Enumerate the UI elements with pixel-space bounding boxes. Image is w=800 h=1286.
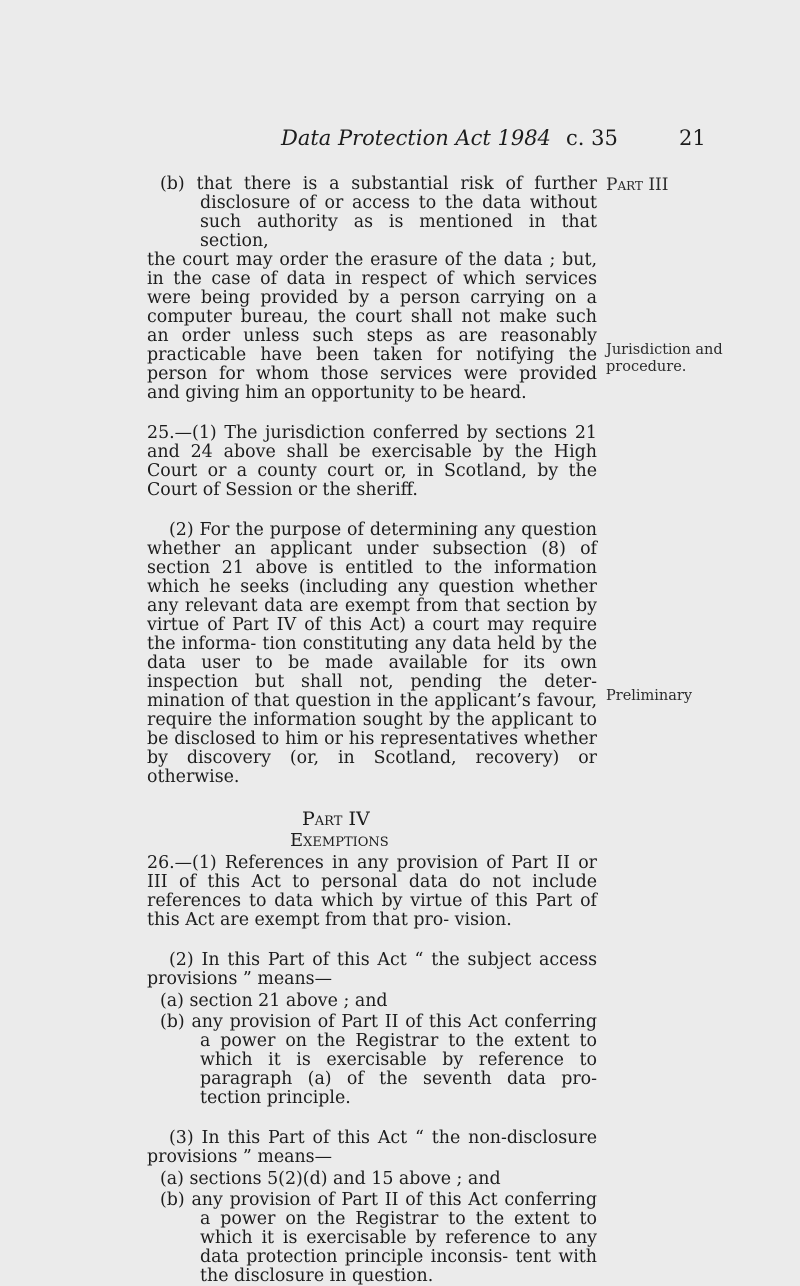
section-26-3-a: (a) sections 5(2)(d) and 15 above ; and: [160, 1169, 501, 1189]
margin-note-preliminary: Preliminary: [606, 688, 693, 704]
section-26-3-list: [147, 1170, 597, 1286]
section-25-1: 25.—(1) The jurisdiction conferred by sections 21 and 24 above shall be exercisable by the High Court or a county court or, in Scotland, by the Court of Session or the sheriff.: [147, 423, 597, 500]
section-26-2-intro: (2) In this Part of this Act “ the subject access provisions ” means—: [147, 950, 597, 989]
page-number: 21: [679, 126, 706, 150]
section-26-2-b: (b) any provision of Part II of this Act conferring a power on the Registrar to the extent to which it is exercisable by reference to paragraph (a) of the seventh data pro- tection principle.: [160, 1012, 597, 1108]
section-26-1: 26.—(1) References in any provision of Part II or III of this Act to personal data do not include references to data which by virtue of this Part of this Act are exempt from that pro- vision.: [147, 853, 597, 930]
document-body: [147, 175, 597, 1286]
section-26-3-b: (b) any provision of Part II of this Act conferring a power on the Registrar to the extent to which it is exercisable by reference to any data protection principle inconsis- tent with the disclosure in question.: [160, 1190, 597, 1286]
chapter-number: c. 35: [566, 126, 618, 150]
running-header: [0, 126, 800, 156]
part-heading: Part IV: [302, 808, 370, 830]
margin-note-part: Part III: [606, 175, 669, 195]
section-25-2: (2) For the purpose of determining any question whether an applicant under subsection (8) of section 21 above is entitled to the information which he seeks (including any question whether any relevant data are exempt from that section by virtue of Part IV of this Act) a court may require the informa- tion constituting any data held by the data user to be made available for its own inspection but shall not, pending the deter- mination of that question in the applicant’s favour, require the information sought by the applicant to be disclosed to him or his representatives whether by discovery (or, in Scotland, recovery) or otherwise.: [147, 520, 597, 787]
paragraph-b: (b) that there is a substantial risk of further disclosure of or access to the data without such authority as is mentioned in that section,: [160, 174, 597, 251]
act-title: Data Protection Act 1984: [281, 126, 551, 150]
court-order-paragraph: the court may order the erasure of the data ; but, in the case of data in respect of which services were being provided by a person carrying on a computer bureau, the court shall not make such an order unless such steps as are reasonably practicable have been taken for notifying the person for whom those services were provided and giving him an opportunity to be heard.: [147, 250, 597, 403]
section-26-3-intro: (3) In this Part of this Act “ the non-disclosure provisions ” means—: [147, 1128, 597, 1167]
section-26-2-a: (a) section 21 above ; and: [160, 991, 388, 1011]
part-title: Exemptions: [290, 830, 389, 851]
section-26-2-list: [147, 992, 597, 1108]
margin-note-jurisdiction: Jurisdiction and procedure.: [606, 342, 723, 375]
